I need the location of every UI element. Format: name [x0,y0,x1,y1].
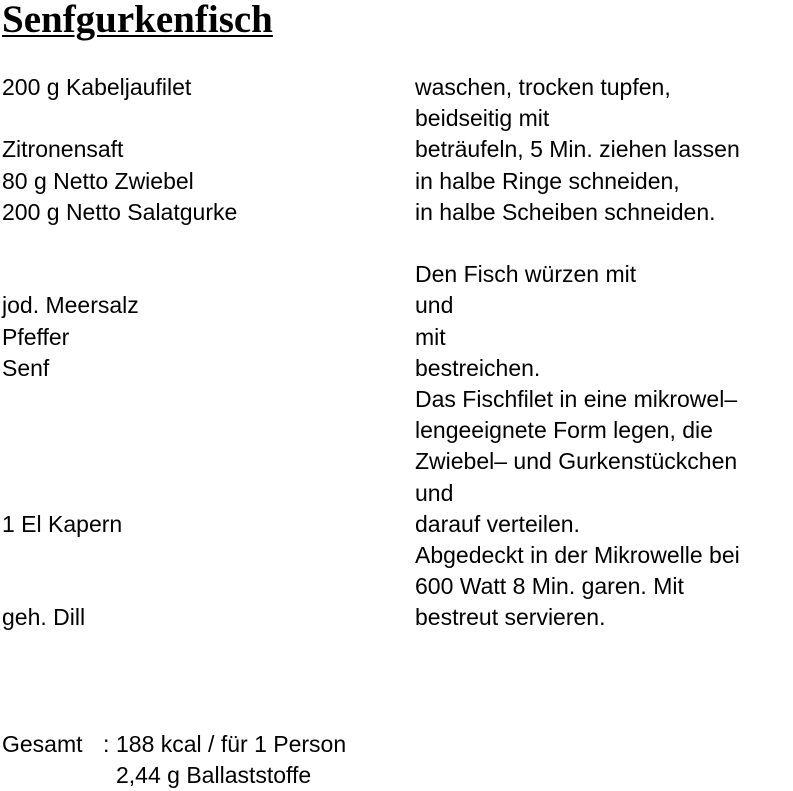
instruction-text: Abgedeckt in der Mikrowelle bei [415,542,740,568]
instruction-text: Den Fisch würzen mit [415,261,637,287]
ingredient-text: Zitronensaft [2,136,124,162]
instruction-text: lengeeignete Form legen, die [415,417,713,443]
summary-colon: : [103,731,110,757]
instruction-text: beidseitig mit [415,105,550,131]
ingredient-text: geh. Dill [2,604,86,630]
instruction-text: 600 Watt 8 Min. garen. Mit [415,573,684,599]
ingredient-text: 200 g Kabeljaufilet [2,74,192,100]
ingredient-text: 80 g Netto Zwiebel [2,168,194,194]
ingredient-text: 1 El Kapern [2,511,123,537]
instruction-text: und [415,480,454,506]
instruction-text: und [415,292,454,318]
ingredient-text: 200 g Netto Salatgurke [2,199,238,225]
instruction-text: in halbe Ringe schneiden, [415,168,680,194]
ingredient-text: Pfeffer [2,324,70,350]
instruction-text: beträufeln, 5 Min. ziehen lassen [415,136,740,162]
ingredient-text: jod. Meersalz [2,292,139,318]
instruction-text: bestreut servieren. [415,604,606,630]
instruction-text: mit [415,324,446,350]
ingredient-text: Senf [2,355,50,381]
instruction-text: darauf verteilen. [415,511,580,537]
summary-calories: 188 kcal / für 1 Person [116,731,347,757]
instruction-text: in halbe Scheiben schneiden. [415,199,716,225]
instruction-text: bestreichen. [415,355,541,381]
summary-fiber: 2,44 g Ballaststoffe [116,762,312,788]
instruction-text: waschen, trocken tupfen, [415,74,671,100]
instruction-text: Zwiebel– und Gurkenstückchen [415,448,738,474]
summary-label: Gesamt [2,731,83,757]
instruction-text: Das Fischfilet in eine mikrowel– [415,386,738,412]
recipe-title: Senfgurkenfisch [2,0,273,41]
